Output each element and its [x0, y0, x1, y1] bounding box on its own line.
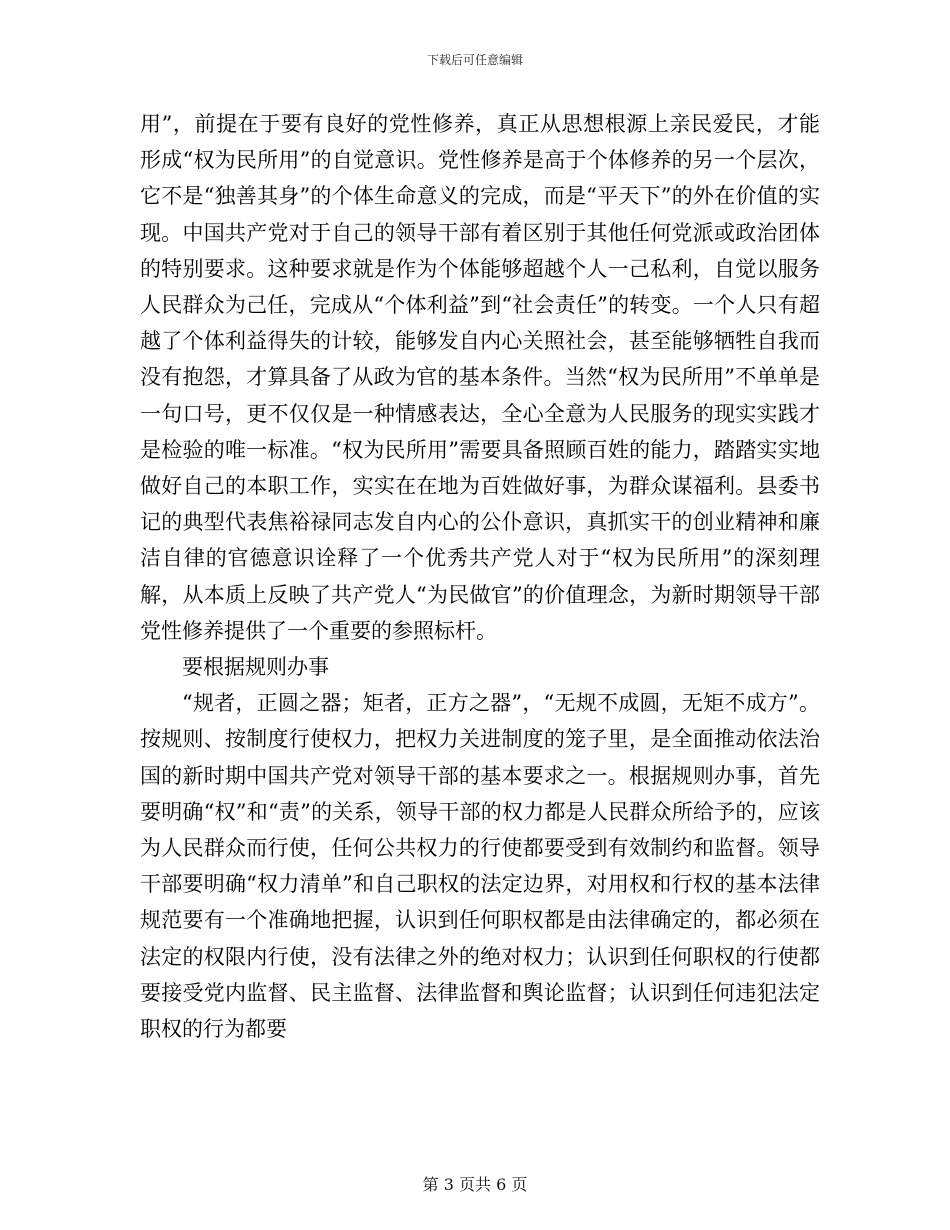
- page-header-note: 下载后可任意编辑: [426, 53, 523, 67]
- paragraph-continuation: 用”，前提在于要有良好的党性修养，真正从思想根源上亲民爱民，才能形成“权为民所用”的自觉意识。党性修养是高于个体修养的另一个层次，它不是“独善其身”的个体生命意义的完成，而是“平天下”的外在价值的实现。中国共产党对于自己的领导干部有着区别于其他任何党派或政治团体的特别要求。这种要求就是作为个体能够超越个人一己私利，自觉以服务人民群众为己任，完成从“个体利益”到“社会责任”的转变。一个人只有超越了个体利益得失的计较，能够发自内心关照社会，甚至能够牺牲自我而没有抱怨，才算具备了从政为官的基本条件。当然“权为民所用”不单单是一句口号，更不仅仅是一种情感表达，全心全意为人民服务的现实实践才是检验的唯一标准。“权为民所用”需要具备照顾百姓的能力，踏踏实实地做好自己的本职工作，实实在在地为百姓做好事，为群众谋福利。县委书记的典型代表焦裕禄同志发自内心的公仆意识，真抓实干的创业精神和廉洁自律的官德意识诠释了一个优秀共产党人对于“权为民所用”的深刻理解，从本质上反映了共产党人“为民做官”的价值理念，为新时期领导干部党性修养提供了一个重要的参照标杆。: [140, 112, 820, 643]
- page-footer-number: 第 3 页共 6 页: [422, 1175, 528, 1194]
- body-text: [140, 106, 820, 1047]
- paragraph: “规者，正圆之器；矩者，正方之器”，“无规不成圆，无矩不成方”。按规则、按制度行使权力，把权力关进制度的笼子里，是全面推动依法治国的新时期中国共产党对领导干部的基本要求之一。根据规则办事，首先要明确“权”和“责”的关系，领导干部的权力都是人民群众所给予的，应该为人民群众而行使，任何公共权力的行使都要受到有效制约和监督。领导干部要明确“权力清单”和自己职权的法定边界，对用权和行权的基本法律规范要有一个准确地把握，认识到任何职权都是由法律确定的，都必须在法定的权限内行使，没有法律之外的绝对权力；认识到任何职权的行使都要接受党内监督、民主监督、法律监督和舆论监督；认识到任何违犯法定职权的行为都要: [140, 691, 820, 1042]
- section-heading: 要根据规则办事: [182, 655, 329, 680]
